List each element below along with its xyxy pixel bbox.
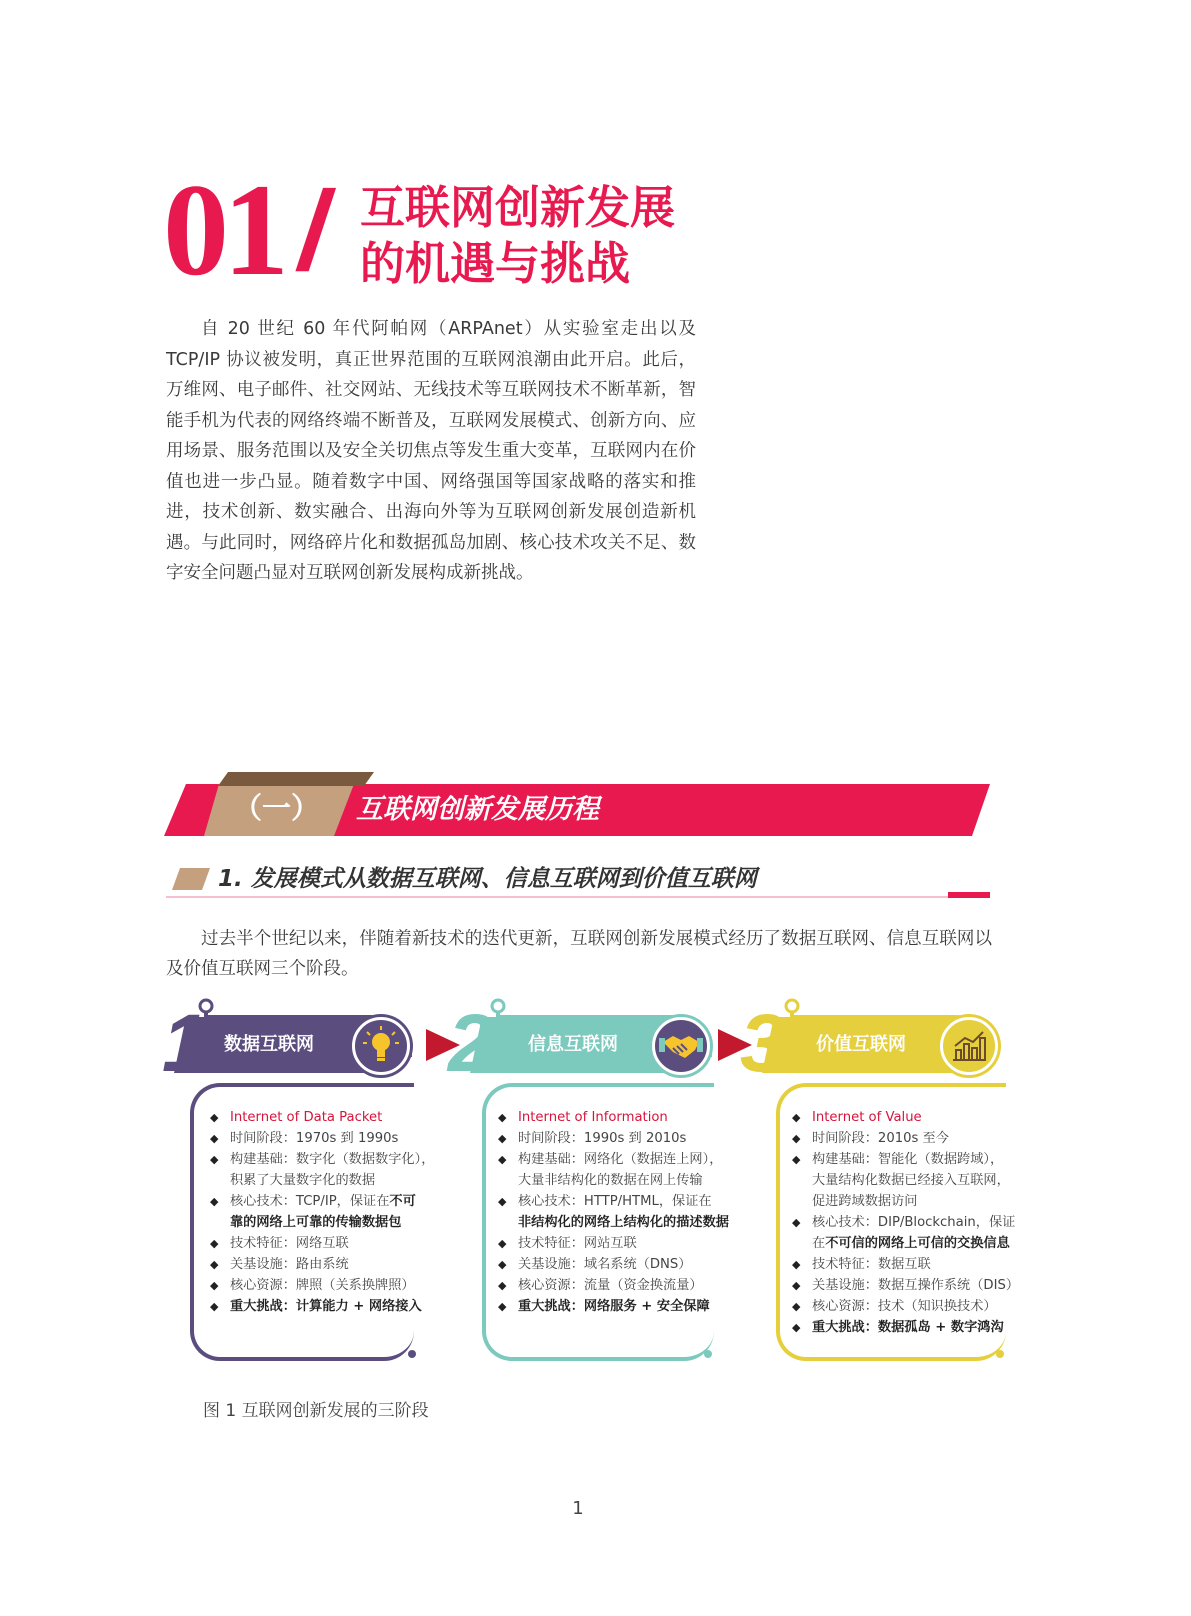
- item-text: 构建基础：网络化（数据连上网），: [518, 1152, 723, 1167]
- item-text: 大量非结构化的数据在网上传输: [518, 1173, 703, 1188]
- stage-1-item: [210, 1275, 434, 1296]
- stage-3-item: [792, 1128, 1019, 1149]
- chapter-title: [360, 180, 675, 292]
- section-number: （一）: [233, 791, 321, 825]
- stage-2-list: [498, 1107, 729, 1317]
- item-text: Internet of Information: [518, 1110, 668, 1125]
- item-text: 大量结构化数据已经接入互联网，: [812, 1173, 1010, 1188]
- stage-2-item: [498, 1107, 729, 1128]
- chart-growth-icon: [940, 1017, 998, 1075]
- item-text: 构建基础：数字化（数据数字化），: [230, 1152, 435, 1167]
- chapter-title-line1: 互联网创新发展: [360, 181, 676, 234]
- stage-3-item: [792, 1296, 1019, 1317]
- item-text: 技术特征：网络互联: [230, 1236, 349, 1251]
- item-text: 技术特征：数据互联: [812, 1257, 931, 1272]
- item-bold-text: 不可: [389, 1194, 416, 1209]
- item-text: 时间阶段：2010s 至今: [812, 1131, 949, 1146]
- stage-2-item: [498, 1170, 729, 1191]
- stage-1-item: [210, 1254, 434, 1275]
- stage-1-item: [210, 1107, 434, 1128]
- item-text: 积累了大量数字化的数据: [230, 1173, 376, 1188]
- item-text: 关基设施：数据互操作系统（DIS）: [812, 1278, 1020, 1293]
- stage-1-number: 1: [162, 998, 208, 1089]
- item-text: 核心技术：HTTP/HTML，保证在: [518, 1194, 712, 1209]
- subsection-rule: [166, 896, 990, 898]
- stage-2-item: [498, 1233, 729, 1254]
- stage-3-item: [792, 1170, 1019, 1191]
- item-bold-text: 非结构化的网络上结构化的描述数据: [518, 1215, 729, 1230]
- stage-3-number: 3: [740, 998, 786, 1089]
- stage-1-item: [210, 1233, 434, 1254]
- stage-3-item: [792, 1254, 1019, 1275]
- stage-2-item: [498, 1254, 729, 1275]
- item-text: 构建基础：智能化（数据跨域），: [812, 1152, 1004, 1167]
- item-text: 时间阶段：1970s 到 1990s: [230, 1131, 399, 1146]
- section-title: 互联网创新发展历程: [356, 794, 599, 825]
- item-text: 核心技术：TCP/IP，保证在: [230, 1194, 390, 1209]
- item-text: 促进跨域数据访问: [812, 1194, 918, 1209]
- chapter-number: 01: [163, 156, 283, 303]
- stage-1-item: [210, 1149, 434, 1170]
- subsection-rule-accent: [948, 892, 990, 898]
- chapter-slash: /: [291, 168, 340, 293]
- subsection-title: 1. 发展模式从数据互联网、信息互联网到价值互联网: [218, 866, 757, 892]
- stage-3-item: [792, 1317, 1019, 1338]
- handshake-icon: [652, 1017, 710, 1075]
- stage-2-item: [498, 1149, 729, 1170]
- item-text: 在: [812, 1236, 826, 1251]
- item-bold-text: 不可信的网络上可信的交换信息: [825, 1236, 1010, 1251]
- item-text: 核心资源：技术（知识换技术）: [812, 1299, 997, 1314]
- stage-2-label: 信息互联网: [528, 1034, 618, 1055]
- stage-3-item: [792, 1107, 1019, 1128]
- stage-1-label: 数据互联网: [224, 1034, 314, 1055]
- stage-3-list: [792, 1107, 1019, 1338]
- stage-2-number: 2: [448, 998, 494, 1089]
- stage-1-list: [210, 1107, 434, 1317]
- item-text: Internet of Data Packet: [230, 1110, 383, 1125]
- item-text: 技术特征：网站互联: [518, 1236, 637, 1251]
- stage-3-label: 价值互联网: [816, 1034, 906, 1055]
- stage-2-item: [498, 1275, 729, 1296]
- stage-3-item: [792, 1233, 1019, 1254]
- stage-2-item: [498, 1128, 729, 1149]
- item-bold-text: 重大挑战：数据孤岛 + 数字鸿沟: [812, 1320, 1004, 1335]
- stage-3-item: [792, 1149, 1019, 1170]
- stages-diagram: [160, 995, 1020, 1375]
- stage-1-item: [210, 1170, 434, 1191]
- stage-2-item: [498, 1212, 729, 1233]
- item-bold-text: 靠的网络上可靠的传输数据包: [230, 1215, 402, 1230]
- stage-1-item: [210, 1296, 434, 1317]
- page-number: 1: [572, 1498, 584, 1519]
- banner-tab-shadow: [204, 772, 374, 786]
- item-bold-text: 重大挑战：网络服务 + 安全保障: [518, 1299, 710, 1314]
- stage-1-item: [210, 1212, 434, 1233]
- item-text: 关基设施：路由系统: [230, 1257, 349, 1272]
- body-paragraph: 过去半个世纪以来，伴随着新技术的迭代更新，互联网创新发展模式经历了数据互联网、信息互联网以及价值互联网三个阶段。: [166, 929, 992, 979]
- item-text: 核心技术：DIP/Blockchain，保证: [812, 1215, 1016, 1230]
- figure-caption: 图 1 互联网创新发展的三阶段: [203, 1401, 429, 1421]
- stage-3-item: [792, 1275, 1019, 1296]
- subsection-marker: [172, 868, 210, 890]
- item-text: 核心资源：牌照（关系换牌照）: [230, 1278, 415, 1293]
- intro-paragraph: 自 20 世纪 60 年代阿帕网（ARPAnet）从实验室走出以及 TCP/IP 协议被发明，真正世界范围的互联网浪潮由此开启。此后，万维网、电子邮件、社交网站、无线技术等互联网技术不断革新，智能手机为代表的网络终端不断普及，互联网发展模式、创新方向、应用场景、服务范围以及安全关切焦点等发生重大变革，互联网内在价值也进一步凸显。随着数字中国、网络强国等国家战略的落实和推进，技术创新、数实融合、出海向外等为互联网创新发展创造新机遇。与此同时，网络碎片化和数据孤岛加剧、核心技术攻关不足、数字安全问题凸显对互联网创新发展构成新挑战。: [166, 319, 696, 583]
- stage-2-item: [498, 1191, 729, 1212]
- stage-1-item: [210, 1191, 434, 1212]
- stage-1-item: [210, 1128, 434, 1149]
- stage-3-item: [792, 1191, 1019, 1212]
- stage-3-item: [792, 1212, 1019, 1233]
- item-text: Internet of Value: [812, 1110, 922, 1125]
- stage-2-item: [498, 1296, 729, 1317]
- item-text: 关基设施：域名系统（DNS）: [518, 1257, 692, 1272]
- item-text: 核心资源：流量（资金换流量）: [518, 1278, 703, 1293]
- item-text: 时间阶段：1990s 到 2010s: [518, 1131, 687, 1146]
- lightbulb-icon: [352, 1017, 410, 1075]
- chapter-title-line2: 的机遇与挑战: [360, 237, 631, 290]
- item-bold-text: 重大挑战：计算能力 + 网络接入: [230, 1299, 422, 1314]
